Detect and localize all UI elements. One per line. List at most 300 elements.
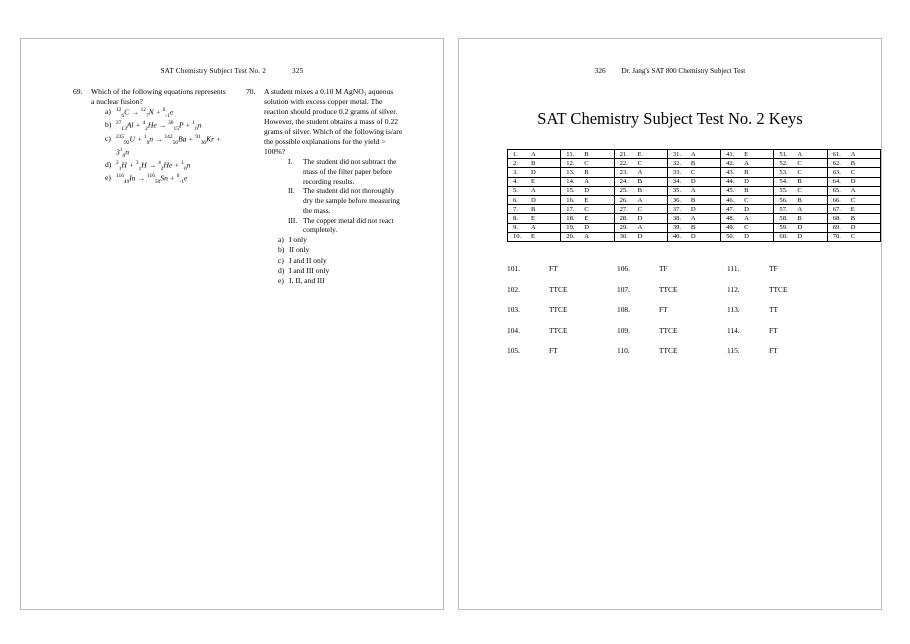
key-answer: B xyxy=(744,168,749,176)
key-cell xyxy=(508,223,561,232)
frq-row xyxy=(507,346,837,355)
choice-a[interactable] xyxy=(278,235,403,245)
table-row xyxy=(508,150,881,159)
table-row xyxy=(508,186,881,195)
key-number: 4. xyxy=(513,178,518,186)
key-answer: A xyxy=(744,214,749,222)
key-answer: D xyxy=(850,224,856,232)
frq-item xyxy=(727,326,837,335)
page-title: SAT Chemistry Subject Test No. 2 Keys xyxy=(537,109,803,128)
key-cell xyxy=(667,195,720,204)
frq-item xyxy=(727,285,837,294)
roman-item-i-text: The student did not subtract the mass of the filter paper before recording results. xyxy=(303,157,397,186)
choice-e-label: e) xyxy=(105,173,111,183)
choice-d[interactable] xyxy=(278,266,403,276)
question-70-choices xyxy=(264,235,403,286)
key-cell xyxy=(774,205,827,214)
key-answer: D xyxy=(637,214,643,222)
key-cell xyxy=(614,195,667,204)
frq-answer: FT xyxy=(769,325,778,335)
right-header-title: Dr. Jang's SAT 800 Chemistry Subject Test xyxy=(621,67,746,75)
choice-b-label: b) xyxy=(105,120,112,130)
key-answer: A xyxy=(584,233,590,241)
key-number: 40. xyxy=(672,233,682,241)
key-number: 1. xyxy=(513,150,518,158)
key-cell xyxy=(614,150,667,159)
choice-c-text: I and II only xyxy=(289,255,327,265)
roman-item-iii xyxy=(288,216,403,236)
choice-e-label: e) xyxy=(278,275,284,285)
key-number: 47. xyxy=(726,205,735,213)
key-answer: D xyxy=(744,233,749,241)
table-row xyxy=(508,232,881,241)
key-number: 13. xyxy=(566,168,575,176)
frq-row xyxy=(507,264,837,273)
key-cell xyxy=(721,186,774,195)
key-answer: A xyxy=(531,150,536,158)
key-number: 54. xyxy=(779,178,788,186)
frq-answer: FT xyxy=(549,264,558,273)
key-answer: D xyxy=(690,178,696,186)
key-answer: A xyxy=(850,150,856,158)
key-answer: D xyxy=(744,205,749,213)
choice-d-label: d) xyxy=(278,265,285,275)
choice-e[interactable] xyxy=(278,276,403,286)
key-cell xyxy=(667,214,720,223)
frq-number: 107. xyxy=(617,284,630,294)
free-response-answers xyxy=(507,264,837,367)
key-answer: D xyxy=(797,224,803,232)
table-row xyxy=(508,195,881,204)
key-number: 48. xyxy=(726,214,735,222)
key-answer: C xyxy=(797,187,802,195)
choice-d-text: I and III only xyxy=(289,265,330,275)
key-answer: D xyxy=(690,233,696,241)
key-answer: D xyxy=(744,178,749,186)
key-cell xyxy=(721,150,774,159)
key-cell xyxy=(774,186,827,195)
key-answer: C xyxy=(744,224,749,232)
key-number: 64. xyxy=(832,178,841,186)
key-cell xyxy=(614,177,667,186)
left-page-number: 325 xyxy=(292,67,304,75)
key-number: 36. xyxy=(672,196,682,204)
key-answer: B xyxy=(637,178,642,186)
key-answer: A xyxy=(690,150,696,158)
key-answer: D xyxy=(531,196,536,204)
choice-a[interactable] xyxy=(105,107,230,120)
roman-item-ii-label: II. xyxy=(288,186,295,196)
key-number: 68. xyxy=(832,214,841,222)
key-number: 41. xyxy=(726,150,735,158)
frq-number: 104. xyxy=(507,325,520,335)
key-number: 24. xyxy=(619,178,628,186)
frq-number: 102. xyxy=(507,284,520,294)
key-number: 33. xyxy=(672,168,682,176)
key-answer: D xyxy=(690,205,696,213)
key-cell xyxy=(827,177,880,186)
key-number: 2. xyxy=(513,159,518,167)
key-cell xyxy=(721,177,774,186)
key-cell xyxy=(721,223,774,232)
key-answer: B xyxy=(797,196,802,204)
frq-item xyxy=(617,346,727,355)
key-cell xyxy=(561,223,614,232)
frq-answer: TT xyxy=(769,305,779,314)
key-cell xyxy=(561,195,614,204)
key-number: 6. xyxy=(513,196,518,204)
key-number: 23. xyxy=(619,168,628,176)
frq-item xyxy=(507,264,617,273)
key-answer: B xyxy=(584,168,589,176)
key-cell xyxy=(667,223,720,232)
key-answer: C xyxy=(744,196,749,204)
frq-number: 108. xyxy=(617,305,630,314)
key-number: 34. xyxy=(672,178,682,186)
key-cell xyxy=(667,159,720,168)
right-page xyxy=(458,38,882,610)
key-answer: D xyxy=(531,168,536,176)
key-number: 25. xyxy=(619,187,628,195)
table-row xyxy=(508,177,881,186)
key-cell xyxy=(508,195,561,204)
key-cell xyxy=(667,177,720,186)
key-number: 70. xyxy=(832,233,841,241)
key-answer: C xyxy=(637,159,642,167)
key-cell xyxy=(508,186,561,195)
key-cell xyxy=(721,159,774,168)
key-cell xyxy=(827,168,880,177)
key-cell xyxy=(774,159,827,168)
key-number: 39. xyxy=(672,224,682,232)
key-cell xyxy=(561,232,614,241)
key-cell xyxy=(561,159,614,168)
key-number: 38. xyxy=(672,214,682,222)
frq-number: 106. xyxy=(617,264,630,273)
answer-key-table xyxy=(507,149,881,242)
key-number: 10. xyxy=(513,233,522,241)
roman-item-ii xyxy=(288,186,403,215)
frq-item xyxy=(727,305,837,314)
key-cell xyxy=(827,205,880,214)
frq-answer: TTCE xyxy=(659,346,678,355)
frq-answer: FT xyxy=(549,346,558,355)
frq-number: 115. xyxy=(727,346,740,355)
key-answer: E xyxy=(531,214,536,222)
key-answer: D xyxy=(637,233,643,241)
question-columns xyxy=(73,87,403,286)
key-cell xyxy=(774,177,827,186)
frq-number: 105. xyxy=(507,346,520,355)
key-answer: C xyxy=(850,233,856,241)
key-cell xyxy=(827,159,880,168)
key-answer: E xyxy=(744,150,749,158)
key-cell xyxy=(827,195,880,204)
key-number: 56. xyxy=(779,196,788,204)
frq-number: 103. xyxy=(507,305,520,314)
question-70-stem: A student mixes a 0.10 M AgNO₃ aqueous solution with excess copper metal. The reaction should produce 0.2 grams of silver. However, the student obtains a mass of 0.22 grams of silver. Which of the following is/are the possible explanations for the yield > 100%? xyxy=(264,87,403,157)
key-answer: C xyxy=(797,159,802,167)
key-number: 55. xyxy=(779,187,788,195)
key-cell xyxy=(667,168,720,177)
frq-number: 110. xyxy=(617,346,630,355)
question-69-number: 69. xyxy=(73,87,83,96)
key-cell xyxy=(561,150,614,159)
frq-answer: TTCE xyxy=(549,325,568,335)
key-number: 8. xyxy=(513,214,518,222)
table-row xyxy=(508,159,881,168)
key-answer: A xyxy=(690,187,696,195)
key-number: 60. xyxy=(779,233,788,241)
frq-number: 113. xyxy=(727,305,740,314)
choice-a-label: a) xyxy=(278,235,284,245)
key-number: 50. xyxy=(726,233,735,241)
key-number: 44. xyxy=(726,178,735,186)
choice-e-text: I, II, and III xyxy=(289,275,325,285)
key-number: 30. xyxy=(619,233,628,241)
choice-c[interactable] xyxy=(105,134,230,161)
key-cell xyxy=(614,214,667,223)
key-number: 31. xyxy=(672,150,682,158)
key-answer: B xyxy=(690,159,696,167)
key-answer: C xyxy=(850,196,856,204)
key-number: 52. xyxy=(779,159,788,167)
key-number: 9. xyxy=(513,224,518,232)
choice-a-label: a) xyxy=(105,107,111,117)
key-cell xyxy=(508,205,561,214)
frq-answer: TTCE xyxy=(659,325,678,335)
frq-row xyxy=(507,305,837,314)
choice-b-equation: $^{27}_{13}$Al + $^4_2$He → $^{30}_{15}$P + $^1_0$n xyxy=(116,120,202,133)
choice-b[interactable] xyxy=(105,120,230,133)
key-cell xyxy=(667,186,720,195)
question-69-choices xyxy=(91,107,230,187)
choice-d-equation: $^2_1$H + $^3_1$H → $^4_2$He + $^1_0$n xyxy=(116,160,191,173)
key-number: 49. xyxy=(726,224,735,232)
key-answer: D xyxy=(584,187,590,195)
key-answer: C xyxy=(690,168,696,176)
key-number: 14. xyxy=(566,178,575,186)
key-answer: D xyxy=(797,233,803,241)
key-answer: B xyxy=(850,214,856,222)
frq-number: 109. xyxy=(617,325,630,335)
key-number: 15. xyxy=(566,187,575,195)
key-cell xyxy=(774,232,827,241)
key-cell xyxy=(774,223,827,232)
choice-c[interactable] xyxy=(278,256,403,266)
key-answer: E xyxy=(531,178,536,186)
frq-item xyxy=(507,346,617,355)
key-number: 57. xyxy=(779,205,788,213)
column-right xyxy=(246,87,403,286)
choice-b-label: b) xyxy=(278,245,285,255)
frq-number: 101. xyxy=(507,264,520,273)
frq-answer: TF xyxy=(659,264,668,273)
choice-a-text: I only xyxy=(289,235,307,245)
choice-e-equation: $^{116}_{49}$In → $^{116}_{50}$Sn + $^0_{-1}$e xyxy=(116,173,188,186)
frq-row xyxy=(507,285,837,294)
key-answer: B xyxy=(531,205,536,213)
key-cell xyxy=(721,168,774,177)
frq-item xyxy=(507,326,617,335)
key-number: 26. xyxy=(619,196,628,204)
key-answer: C xyxy=(584,159,589,167)
key-cell xyxy=(508,150,561,159)
key-answer: C xyxy=(850,168,856,176)
key-number: 69. xyxy=(832,224,841,232)
key-number: 17. xyxy=(566,205,575,213)
choice-b-text: II only xyxy=(289,245,310,255)
key-answer: A xyxy=(637,224,643,232)
key-cell xyxy=(721,205,774,214)
key-cell xyxy=(827,186,880,195)
key-cell xyxy=(667,205,720,214)
frq-row xyxy=(507,326,837,335)
key-cell xyxy=(508,159,561,168)
choice-e[interactable] xyxy=(105,173,230,186)
choice-d-label: d) xyxy=(105,160,112,170)
key-number: 27. xyxy=(619,205,628,213)
table-row xyxy=(508,223,881,232)
table-row xyxy=(508,168,881,177)
key-number: 61. xyxy=(832,150,841,158)
key-cell xyxy=(614,186,667,195)
key-answer: E xyxy=(584,196,589,204)
key-answer: B xyxy=(584,150,589,158)
frq-item xyxy=(617,326,727,335)
key-cell xyxy=(774,214,827,223)
key-cell xyxy=(614,223,667,232)
choice-c-label: c) xyxy=(105,133,111,143)
question-70 xyxy=(246,87,403,286)
key-answer: E xyxy=(531,233,536,241)
key-answer: B xyxy=(690,224,696,232)
key-cell xyxy=(721,195,774,204)
key-answer: E xyxy=(584,214,589,222)
key-cell xyxy=(827,214,880,223)
key-number: 19. xyxy=(566,224,575,232)
key-number: 66. xyxy=(832,196,841,204)
key-answer: B xyxy=(531,159,536,167)
key-cell xyxy=(561,214,614,223)
left-page xyxy=(20,38,444,610)
key-answer: A xyxy=(637,196,643,204)
key-cell xyxy=(508,168,561,177)
roman-item-i-label: I. xyxy=(288,157,293,167)
key-cell xyxy=(721,232,774,241)
key-number: 7. xyxy=(513,205,518,213)
frq-item xyxy=(507,305,617,314)
key-cell xyxy=(614,159,667,168)
key-number: 51. xyxy=(779,150,788,158)
key-cell xyxy=(827,223,880,232)
key-answer: B xyxy=(797,178,802,186)
key-cell xyxy=(508,232,561,241)
key-answer: A xyxy=(531,187,536,195)
key-answer: C xyxy=(797,168,802,176)
frq-item xyxy=(617,305,727,314)
key-number: 46. xyxy=(726,196,735,204)
key-number: 18. xyxy=(566,214,575,222)
key-answer: D xyxy=(850,178,856,186)
left-page-header xyxy=(21,67,443,75)
frq-answer: TTCE xyxy=(659,284,678,294)
frq-number: 112. xyxy=(727,284,740,294)
key-number: 37. xyxy=(672,205,682,213)
key-answer: E xyxy=(850,205,855,213)
key-number: 58. xyxy=(779,214,788,222)
choice-c-equation: $^{235}_{92}U + ^1_0n \to ^{142}_{56}Ba + ^{91}_{36}Kr + 3^1_0n$ xyxy=(116,133,222,159)
key-cell xyxy=(721,214,774,223)
roman-item-i xyxy=(288,157,403,186)
frq-number: 114. xyxy=(727,325,740,335)
key-answer: A xyxy=(690,214,696,222)
frq-item xyxy=(507,285,617,294)
question-70-number: 70. xyxy=(246,87,256,96)
key-cell xyxy=(561,205,614,214)
key-cell xyxy=(561,177,614,186)
key-cell xyxy=(774,168,827,177)
key-number: 21. xyxy=(619,150,628,158)
key-cell xyxy=(774,195,827,204)
left-header-title: SAT Chemistry Subject Test No. 2 xyxy=(160,67,267,75)
key-number: 59. xyxy=(779,224,788,232)
frq-answer: FT xyxy=(659,305,668,314)
frq-item xyxy=(617,285,727,294)
key-answer: B xyxy=(797,214,802,222)
frq-answer: TF xyxy=(769,264,778,273)
key-answer: B xyxy=(690,196,696,204)
key-answer: A xyxy=(637,168,643,176)
key-number: 29. xyxy=(619,224,628,232)
key-number: 22. xyxy=(619,159,628,167)
key-cell xyxy=(614,205,667,214)
key-cell xyxy=(827,232,880,241)
key-number: 35. xyxy=(672,187,682,195)
key-number: 28. xyxy=(619,214,628,222)
question-69 xyxy=(73,87,230,187)
question-69-stem: Which of the following equations represents a nuclear fusion? xyxy=(91,87,226,107)
key-number: 20. xyxy=(566,233,575,241)
frq-answer: FT xyxy=(769,346,778,355)
key-answer: A xyxy=(584,178,590,186)
key-number: 5. xyxy=(513,187,518,195)
key-answer: C xyxy=(637,205,642,213)
choice-d[interactable] xyxy=(105,160,230,173)
key-answer: B xyxy=(637,187,642,195)
key-answer: E xyxy=(637,150,642,158)
key-cell xyxy=(667,232,720,241)
table-row xyxy=(508,205,881,214)
key-number: 32. xyxy=(672,159,682,167)
key-number: 53. xyxy=(779,168,788,176)
key-cell xyxy=(508,177,561,186)
choice-b[interactable] xyxy=(278,245,403,255)
frq-answer: TTCE xyxy=(769,284,788,294)
key-cell xyxy=(561,168,614,177)
table-row xyxy=(508,214,881,223)
key-number: 3. xyxy=(513,168,518,176)
key-number: 16. xyxy=(566,196,575,204)
frq-item xyxy=(617,264,727,273)
frq-number: 111. xyxy=(727,264,740,273)
key-cell xyxy=(561,186,614,195)
key-number: 42. xyxy=(726,159,735,167)
frq-item xyxy=(727,264,837,273)
key-number: 11. xyxy=(566,150,575,158)
key-answer: C xyxy=(584,205,589,213)
key-number: 43. xyxy=(726,168,735,176)
